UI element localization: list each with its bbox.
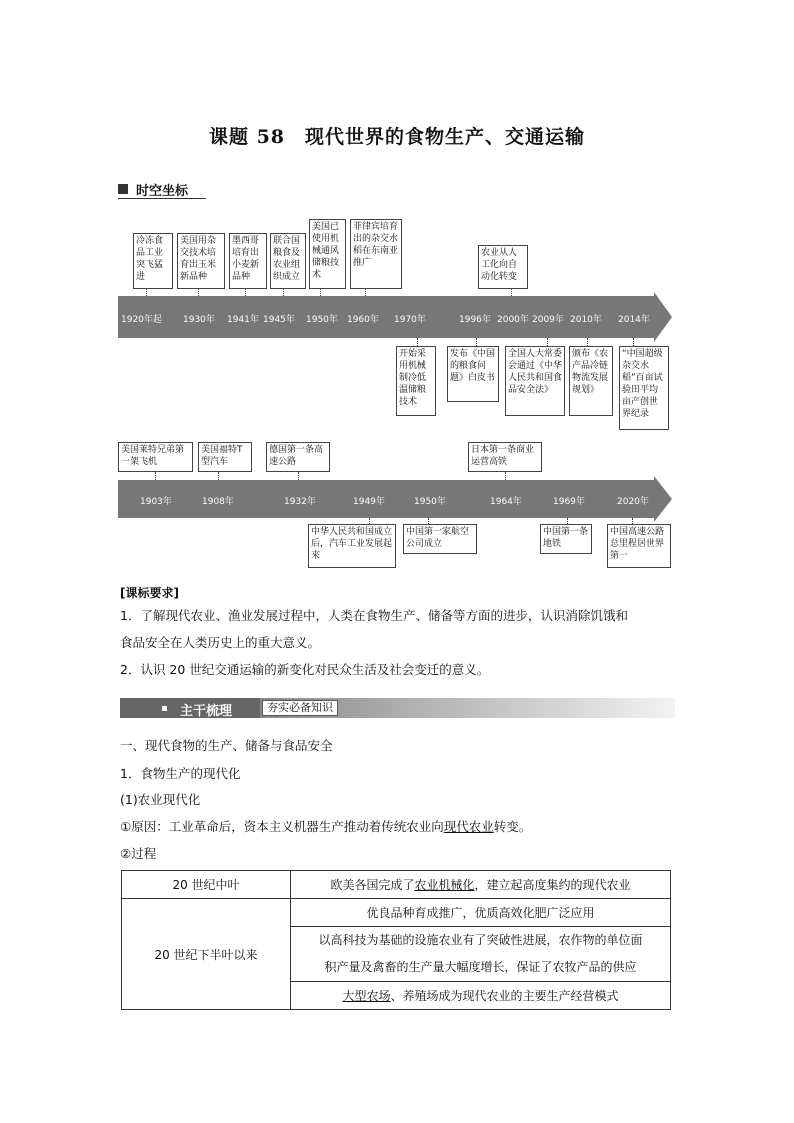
period-cell: 20 世纪中叶 — [122, 871, 291, 899]
timeline2-year: 1969年 — [553, 497, 585, 507]
connector — [511, 289, 512, 296]
timeline1-year: 1945年 — [263, 315, 295, 325]
square-icon — [118, 184, 128, 194]
connector — [283, 289, 284, 296]
timeline1-event: 发布《中国的粮食问题》白皮书 — [447, 346, 499, 402]
connector — [505, 472, 506, 480]
connector — [218, 472, 219, 480]
timeline1-year: 2014年 — [618, 315, 650, 325]
timeline2-event: 中国第一家航空公司成立 — [403, 524, 477, 554]
requirement-line: 1．了解现代农业、渔业发展过程中，人类在食物生产、储备等方面的进步，认识消除饥饿和 — [120, 608, 628, 623]
timeline2-year: 1908年 — [202, 497, 234, 507]
reason-prefix: ①原因：工业革命后，资本主义机器生产推动着传统农业向 — [120, 819, 444, 834]
page-title: 课题 58 现代世界的食物生产、交通运输 — [208, 126, 586, 148]
event-cell: 欧美各国完成了农业机械化，建立起高度集约的现代农业 — [291, 871, 671, 899]
timeline1-event: “中国超级杂交水稻”百亩试验田平均亩产创世界纪录 — [619, 346, 669, 430]
timeline1-event: 菲律宾培育出的杂交水稻在东南亚推广 — [350, 219, 402, 289]
requirements-label: [课标要求] — [120, 586, 179, 600]
timeline2-event: 中国高速公路总里程居世界第一 — [607, 524, 671, 568]
connector — [547, 338, 548, 346]
section-tag — [118, 180, 206, 199]
timeline2-year: 1932年 — [284, 497, 316, 507]
connector — [428, 518, 429, 524]
bullet-icon — [162, 706, 167, 711]
timeline1-event: 农业从人工化向自动化转变 — [478, 245, 528, 289]
timeline1-event: 颁布《农产品冷链物流发展规划》 — [569, 346, 613, 416]
timeline1-year: 1930年 — [183, 315, 215, 325]
connector — [587, 338, 588, 346]
section-tag-label: 时空坐标 — [136, 184, 189, 199]
reason-line — [120, 818, 531, 836]
timeline1-year: 1970年 — [394, 315, 426, 325]
event-cell: 大型农场、养殖场成为现代农业的主要生产经营模式 — [291, 982, 671, 1010]
connector — [155, 472, 156, 480]
connector — [632, 518, 633, 524]
timeline2-year: 1964年 — [490, 497, 522, 507]
banner-title: 主干梳理 — [180, 704, 233, 719]
timeline2-year: 1949年 — [353, 497, 385, 507]
timeline1-event: 全国人大常委会通过《中华人民共和国食品安全法》 — [505, 346, 565, 416]
timeline2-year: 1903年 — [140, 497, 172, 507]
process-label: ②过程 — [120, 846, 157, 861]
connector — [365, 289, 366, 296]
timeline1-event: 冷冻食品工业突飞猛进 — [133, 233, 173, 289]
connector — [369, 518, 370, 524]
timeline1-event: 美国用杂交技术培育出玉米新品种 — [177, 233, 225, 289]
timeline1-year: 2000年 — [497, 315, 529, 325]
table-row — [122, 899, 671, 927]
period-cell: 20 世纪下半叶以来 — [122, 899, 291, 1010]
process-table — [121, 870, 671, 1010]
timeline2-event: 美国莱特兄弟第一架飞机 — [118, 442, 193, 472]
timeline1-year: 2009年 — [532, 315, 564, 325]
heading-3: (1)农业现代化 — [120, 792, 201, 807]
timeline2-event: 德国第一条高速公路 — [266, 442, 330, 472]
reason-answer: 现代农业 — [443, 819, 494, 834]
connector — [146, 289, 147, 296]
heading-2: 1．食物生产的现代化 — [120, 766, 241, 781]
table-row — [122, 871, 671, 899]
timeline1-year: 2010年 — [570, 315, 602, 325]
timeline2-year: 1950年 — [414, 497, 446, 507]
timeline1-event: 美国已使用机械通风储粮技术 — [309, 219, 346, 289]
timeline1-event: 墨西哥培育出小麦新品种 — [229, 233, 267, 289]
timeline1-year: 1996年 — [459, 315, 491, 325]
timeline2-year: 2020年 — [617, 497, 649, 507]
timeline2-event: 中华人民共和国成立后，汽车工业发展起来 — [308, 524, 396, 568]
banner-subtitle: 夯实必备知识 — [262, 700, 338, 716]
connector — [245, 289, 246, 296]
connector — [320, 289, 321, 296]
requirement-line: 食品安全在人类历史上的重大意义。 — [120, 635, 321, 650]
reason-suffix: 转变。 — [493, 819, 532, 834]
heading-1: 一、现代食物的生产、储备与食品安全 — [120, 738, 333, 753]
timeline1-year: 1941年 — [227, 315, 259, 325]
timeline1-year: 1920年起 — [121, 315, 162, 325]
connector — [476, 338, 477, 346]
timeline2-event: 美国福特T型汽车 — [198, 442, 252, 472]
timeline1-year: 1960年 — [347, 315, 379, 325]
requirement-line: 2．认识 20 世纪交通运输的新变化对民众生活及社会变迁的意义。 — [120, 662, 490, 677]
event-cell: 以高科技为基础的设施农业有了突破性进展，农作物的单位面 积产量及禽畜的生产量大幅度增长，保证了农牧产品的供应 — [291, 927, 671, 982]
section-banner — [120, 698, 675, 718]
connector — [298, 472, 299, 480]
timeline2-event: 日本第一条商业运营高铁 — [468, 442, 542, 472]
connector — [567, 518, 568, 524]
connector — [417, 338, 418, 346]
timeline1-event: 联合国粮食及农业组织成立 — [270, 233, 306, 289]
event-cell: 优良品种育成推广，优质高效化肥广泛应用 — [291, 899, 671, 927]
connector — [633, 338, 634, 346]
timeline2-event: 中国第一条地铁 — [540, 524, 592, 554]
timeline1-year: 1950年 — [306, 315, 338, 325]
timeline1-event: 开始采用机械制冷低温储粮技术 — [396, 346, 436, 416]
connector — [198, 289, 199, 296]
